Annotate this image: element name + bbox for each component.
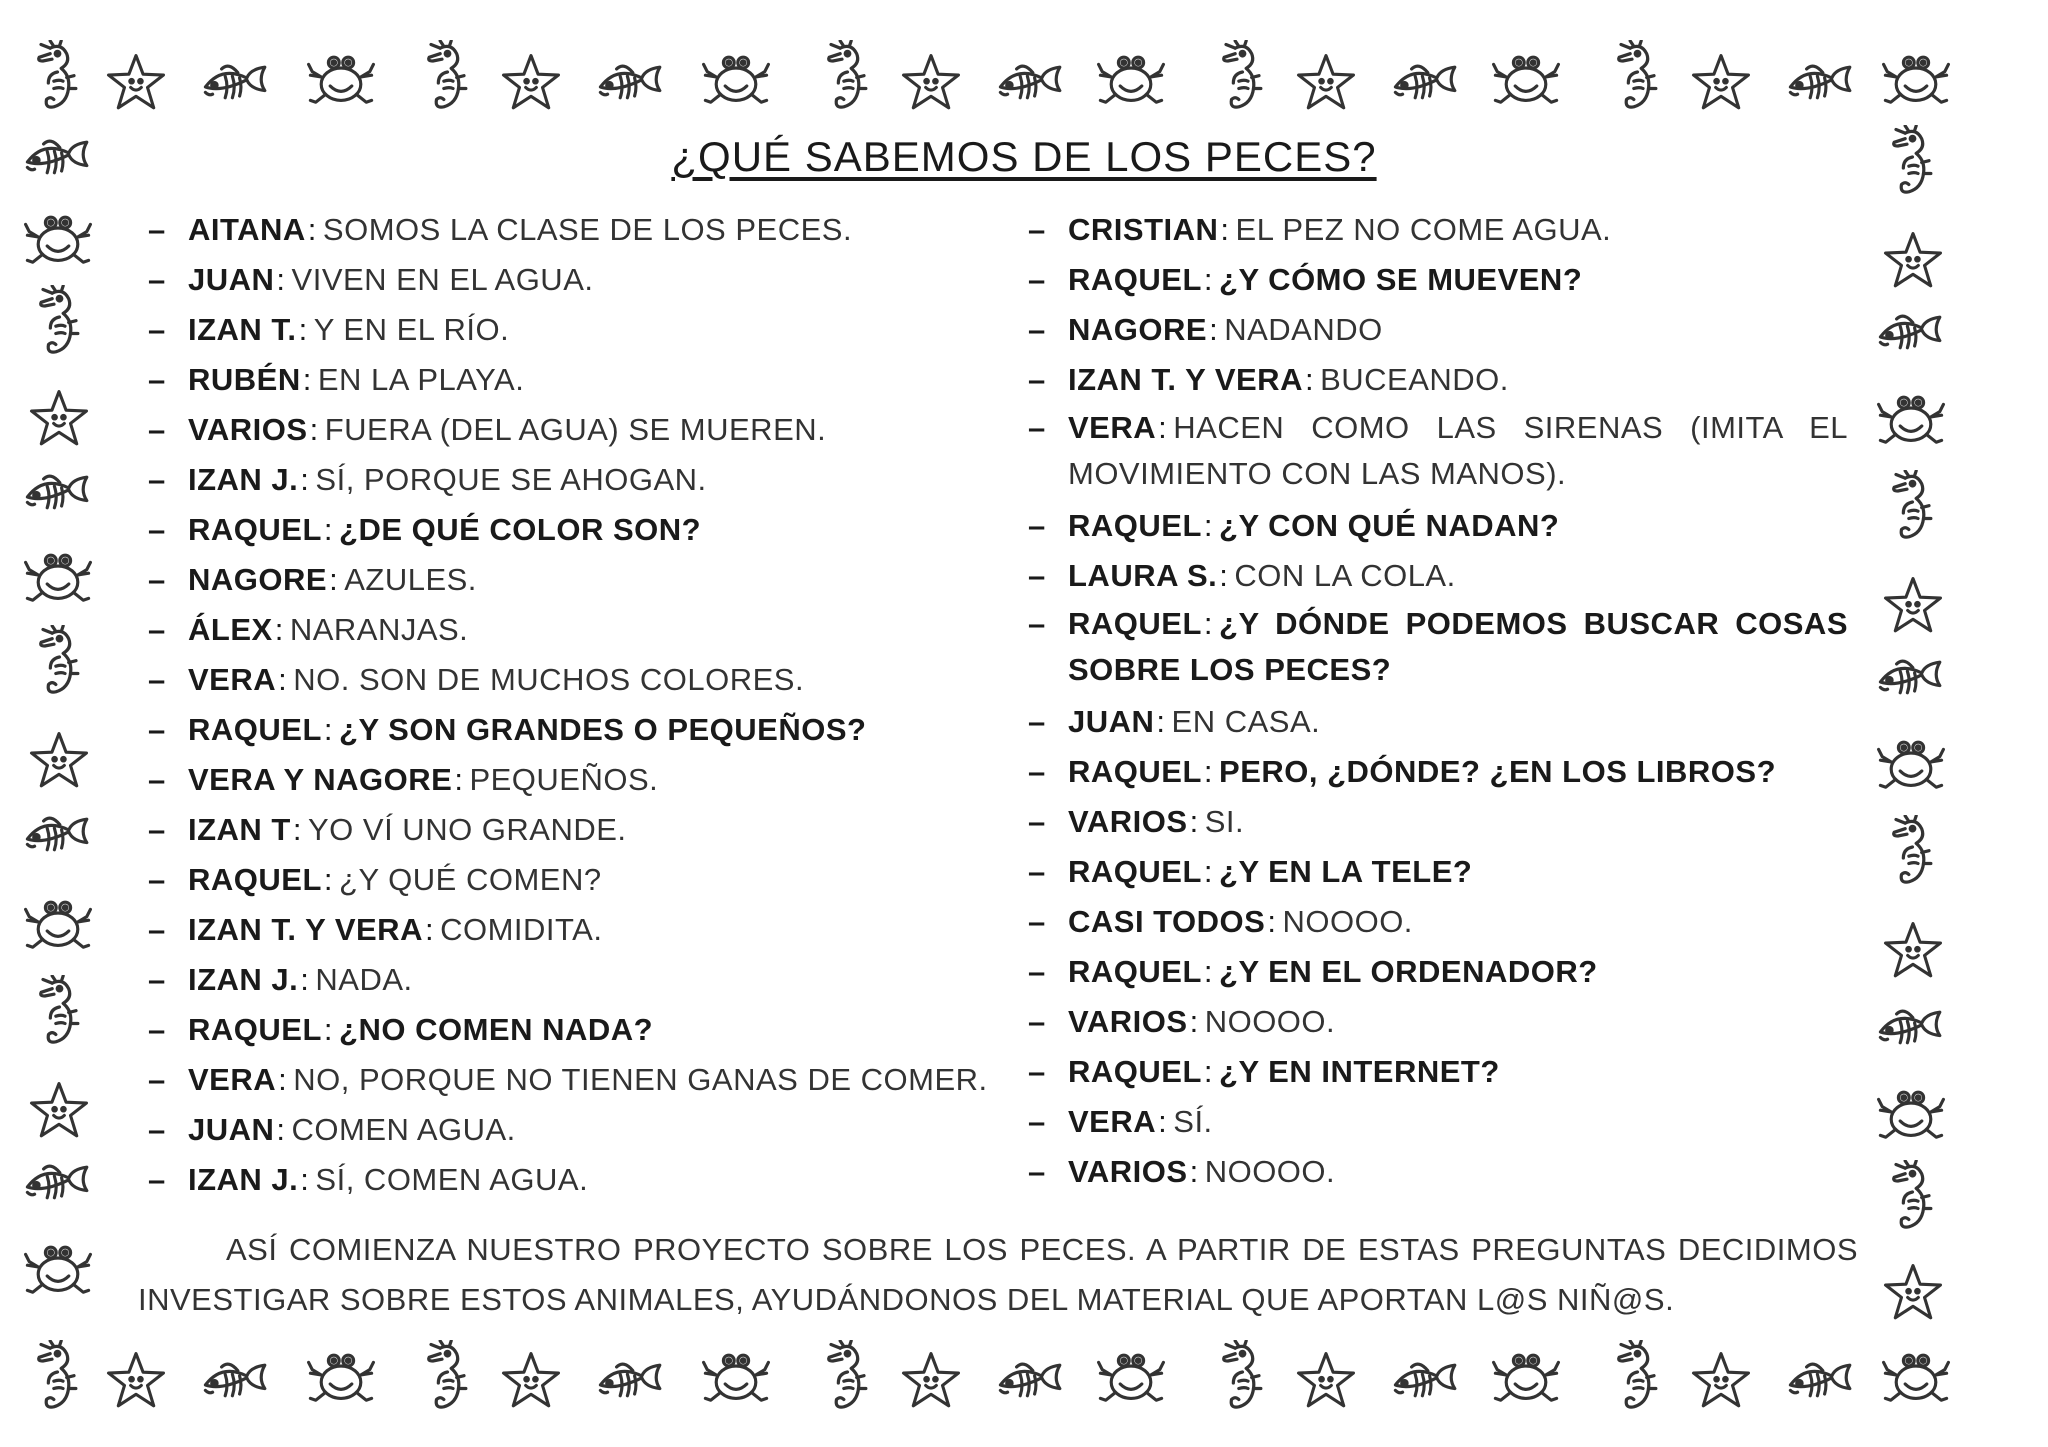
speaker-name: RAQUEL bbox=[188, 1012, 322, 1047]
speaker-name: VERA bbox=[188, 662, 277, 697]
speaker-name: IZAN T. bbox=[188, 312, 297, 347]
speaker-colon: : bbox=[309, 412, 319, 447]
dialogue-line bbox=[1028, 501, 1848, 551]
dialogue-text: NO, PORQUE NO TIENEN GANAS DE COMER. bbox=[293, 1062, 988, 1097]
dialogue-text: CON LA COLA. bbox=[1234, 558, 1456, 593]
dash-bullet: – bbox=[1028, 954, 1046, 989]
dialogue-line bbox=[1028, 747, 1848, 797]
dialogue-text: ¿Y DÓNDE PODEMOS BUSCAR COSAS SOBRE LOS PECES? bbox=[1068, 606, 1848, 687]
speaker-colon: : bbox=[1203, 954, 1214, 989]
dialogue-text: EL PEZ NO COME AGUA. bbox=[1235, 212, 1612, 247]
dash-bullet: – bbox=[1028, 262, 1046, 297]
dash-bullet: – bbox=[1028, 1004, 1046, 1039]
dialogue-line bbox=[148, 1105, 918, 1155]
dialogue-line bbox=[1028, 947, 1848, 997]
speaker-name: AITANA bbox=[188, 212, 306, 247]
dialogue-text: COMIDITA. bbox=[440, 912, 603, 947]
dialogue-line bbox=[1028, 551, 1848, 601]
dialogue-text: SÍ, COMEN AGUA. bbox=[315, 1162, 589, 1197]
speaker-name: IZAN J. bbox=[188, 1162, 299, 1197]
speaker-name: VERA bbox=[1068, 1104, 1157, 1139]
dash-bullet: – bbox=[1028, 1054, 1046, 1089]
dash-bullet: – bbox=[1028, 1154, 1046, 1189]
speaker-name: RAQUEL bbox=[1068, 262, 1202, 297]
dialogue-text: NADANDO bbox=[1224, 312, 1383, 347]
speaker-colon: : bbox=[300, 1162, 310, 1197]
dialogue-column-left bbox=[148, 205, 988, 1205]
dash-bullet: – bbox=[148, 862, 166, 897]
speaker-colon: : bbox=[1209, 312, 1219, 347]
dialogue-line bbox=[1028, 355, 1848, 405]
speaker-colon: : bbox=[1203, 854, 1214, 889]
dialogue-text: YO VÍ UNO GRANDE. bbox=[308, 812, 627, 847]
dash-bullet: – bbox=[148, 1062, 166, 1097]
dash-bullet: – bbox=[1028, 754, 1046, 789]
dialogue-line bbox=[148, 205, 918, 255]
speaker-colon: : bbox=[302, 362, 312, 397]
dash-bullet: – bbox=[148, 762, 166, 797]
dash-bullet: – bbox=[1028, 312, 1046, 347]
dialogue-text: HACEN COMO LAS SIRENAS (IMITA EL MOVIMIENTO CON LAS MANOS). bbox=[1068, 410, 1848, 491]
dialogue-text: SÍ, PORQUE SE AHOGAN. bbox=[315, 462, 707, 497]
dialogue-line bbox=[1028, 897, 1848, 947]
speaker-name: RAQUEL bbox=[1068, 754, 1202, 789]
speaker-name: VARIOS bbox=[1068, 1154, 1188, 1189]
dialogue-text: NARANJAS. bbox=[289, 612, 469, 647]
speaker-colon: : bbox=[300, 462, 310, 497]
dialogue-text: ¿Y SON GRANDES O PEQUEÑOS? bbox=[339, 712, 867, 747]
page-title: ¿QUÉ SABEMOS DE LOS PECES? bbox=[671, 133, 1377, 180]
speaker-name: IZAN T bbox=[188, 812, 291, 847]
dialogue-text: NADA. bbox=[315, 962, 413, 997]
dialogue-line bbox=[148, 405, 918, 455]
speaker-colon: : bbox=[276, 262, 286, 297]
speaker-name: JUAN bbox=[188, 262, 275, 297]
dialogue-line bbox=[148, 1155, 918, 1205]
speaker-name: JUAN bbox=[1068, 704, 1155, 739]
speaker-colon: : bbox=[298, 312, 308, 347]
dash-bullet: – bbox=[1028, 362, 1046, 397]
dialogue-line bbox=[148, 805, 918, 855]
dialogue-text: ¿Y EN EL ORDENADOR? bbox=[1219, 954, 1598, 989]
speaker-colon: : bbox=[323, 862, 334, 897]
dialogue-text: PEQUEÑOS. bbox=[469, 762, 659, 797]
dash-bullet: – bbox=[1028, 410, 1046, 445]
dialogue-line bbox=[148, 905, 918, 955]
dialogue-line bbox=[148, 655, 918, 705]
speaker-colon: : bbox=[1156, 704, 1166, 739]
dash-bullet: – bbox=[148, 1112, 166, 1147]
dialogue-line bbox=[148, 1005, 918, 1055]
speaker-name: VARIOS bbox=[1068, 1004, 1188, 1039]
dash-bullet: – bbox=[148, 1162, 166, 1197]
dialogue-line bbox=[148, 855, 918, 905]
speaker-colon: : bbox=[274, 612, 284, 647]
dash-bullet: – bbox=[1028, 804, 1046, 839]
dialogue-line bbox=[148, 605, 918, 655]
speaker-colon: : bbox=[292, 812, 302, 847]
speaker-colon: : bbox=[1189, 804, 1199, 839]
speaker-name: RAQUEL bbox=[1068, 1054, 1202, 1089]
speaker-name: IZAN T. Y VERA bbox=[188, 912, 423, 947]
dialogue-text: PERO, ¿DÓNDE? ¿EN LOS LIBROS? bbox=[1219, 754, 1777, 789]
speaker-colon: : bbox=[1220, 212, 1230, 247]
dialogue-text: NOOOO. bbox=[1282, 904, 1413, 939]
dialogue-line bbox=[1028, 1047, 1848, 1097]
speaker-colon: : bbox=[278, 662, 288, 697]
dash-bullet: – bbox=[1028, 854, 1046, 889]
speaker-name: CRISTIAN bbox=[1068, 212, 1219, 247]
speaker-colon: : bbox=[424, 912, 435, 947]
speaker-colon: : bbox=[1203, 754, 1214, 789]
dash-bullet: – bbox=[1028, 1104, 1046, 1139]
dash-bullet: – bbox=[148, 812, 166, 847]
dialogue-column-right bbox=[1028, 205, 1848, 1197]
dash-bullet: – bbox=[148, 712, 166, 747]
dash-bullet: – bbox=[148, 312, 166, 347]
dialogue-line bbox=[1028, 255, 1848, 305]
dialogue-text: ¿Y QUÉ COMEN? bbox=[339, 862, 602, 897]
dash-bullet: – bbox=[148, 262, 166, 297]
speaker-name: VERA bbox=[188, 1062, 277, 1097]
speaker-name: NAGORE bbox=[188, 562, 328, 597]
dialogue-text: BUCEANDO. bbox=[1320, 362, 1509, 397]
dash-bullet: – bbox=[148, 412, 166, 447]
dialogue-text: ¿Y CON QUÉ NADAN? bbox=[1219, 508, 1560, 543]
speaker-name: RAQUEL bbox=[1068, 954, 1202, 989]
dash-bullet: – bbox=[1028, 606, 1046, 641]
dash-bullet: – bbox=[148, 212, 166, 247]
speaker-name: IZAN J. bbox=[188, 462, 299, 497]
speaker-name: RUBÉN bbox=[188, 362, 301, 397]
dash-bullet: – bbox=[1028, 212, 1046, 247]
speaker-colon: : bbox=[1203, 508, 1214, 543]
dialogue-text: SI. bbox=[1204, 804, 1245, 839]
speaker-name: JUAN bbox=[188, 1112, 275, 1147]
speaker-colon: : bbox=[1203, 262, 1214, 297]
speaker-name: VERA Y NAGORE bbox=[188, 762, 453, 797]
dialogue-text: NOOOO. bbox=[1204, 1004, 1336, 1039]
speaker-colon: : bbox=[1189, 1004, 1199, 1039]
dialogue-text: ¿Y EN LA TELE? bbox=[1219, 854, 1473, 889]
dialogue-line bbox=[148, 755, 918, 805]
dialogue-line bbox=[148, 305, 918, 355]
speaker-name: CASI TODOS bbox=[1068, 904, 1266, 939]
speaker-name: LAURA S. bbox=[1068, 558, 1218, 593]
dialogue-text: NO. SON DE MUCHOS COLORES. bbox=[293, 662, 805, 697]
dialogue-line bbox=[148, 555, 918, 605]
dialogue-line bbox=[1028, 1147, 1848, 1197]
dash-bullet: – bbox=[148, 512, 166, 547]
dialogue-line bbox=[148, 1055, 988, 1105]
speaker-name: RAQUEL bbox=[188, 862, 322, 897]
speaker-colon: : bbox=[278, 1062, 288, 1097]
dash-bullet: – bbox=[148, 462, 166, 497]
speaker-colon: : bbox=[323, 712, 334, 747]
dash-bullet: – bbox=[1028, 558, 1046, 593]
speaker-colon: : bbox=[307, 212, 317, 247]
speaker-colon: : bbox=[1203, 606, 1214, 641]
speaker-name: RAQUEL bbox=[188, 512, 322, 547]
speaker-colon: : bbox=[323, 1012, 334, 1047]
dialogue-text: NOOOO. bbox=[1204, 1154, 1336, 1189]
speaker-name: RAQUEL bbox=[1068, 508, 1202, 543]
dialogue-line bbox=[1028, 697, 1848, 747]
speaker-colon: : bbox=[300, 962, 310, 997]
speaker-colon: : bbox=[1304, 362, 1315, 397]
speaker-colon: : bbox=[1267, 904, 1277, 939]
dialogue-line bbox=[148, 705, 918, 755]
dash-bullet: – bbox=[148, 662, 166, 697]
dialogue-line bbox=[1028, 305, 1848, 355]
dialogue-line bbox=[148, 455, 918, 505]
dialogue-text: ¿DE QUÉ COLOR SON? bbox=[339, 512, 702, 547]
dialogue-line bbox=[1028, 1097, 1848, 1147]
dialogue-text: SOMOS LA CLASE DE LOS PECES. bbox=[322, 212, 853, 247]
dash-bullet: – bbox=[148, 1012, 166, 1047]
dialogue-text: VIVEN EN EL AGUA. bbox=[291, 262, 594, 297]
dash-bullet: – bbox=[148, 912, 166, 947]
speaker-colon: : bbox=[1203, 1054, 1214, 1089]
dialogue-line bbox=[148, 355, 918, 405]
dialogue-line bbox=[1028, 205, 1848, 255]
dialogue-text: Y EN EL RÍO. bbox=[313, 312, 510, 347]
dialogue-text: EN CASA. bbox=[1171, 704, 1321, 739]
dash-bullet: – bbox=[148, 612, 166, 647]
speaker-name: RAQUEL bbox=[1068, 854, 1202, 889]
speaker-colon: : bbox=[1189, 1154, 1199, 1189]
dialogue-text: COMEN AGUA. bbox=[291, 1112, 516, 1147]
speaker-colon: : bbox=[323, 512, 334, 547]
dash-bullet: – bbox=[1028, 704, 1046, 739]
dash-bullet: – bbox=[148, 962, 166, 997]
speaker-name: RAQUEL bbox=[1068, 606, 1202, 641]
dialogue-line bbox=[1028, 847, 1848, 897]
dash-bullet: – bbox=[1028, 904, 1046, 939]
speaker-colon: : bbox=[1219, 558, 1229, 593]
dialogue-text: SÍ. bbox=[1173, 1104, 1213, 1139]
dialogue-line bbox=[148, 255, 918, 305]
dialogue-text: ¿Y CÓMO SE MUEVEN? bbox=[1219, 262, 1583, 297]
speaker-name: NAGORE bbox=[1068, 312, 1208, 347]
dialogue-text: AZULES. bbox=[344, 562, 477, 597]
dialogue-text: ¿Y EN INTERNET? bbox=[1219, 1054, 1500, 1089]
speaker-colon: : bbox=[454, 762, 464, 797]
dialogue-line bbox=[1028, 405, 1848, 497]
dialogue-text: EN LA PLAYA. bbox=[317, 362, 525, 397]
speaker-colon: : bbox=[1158, 1104, 1168, 1139]
dialogue-line bbox=[1028, 997, 1848, 1047]
dash-bullet: – bbox=[148, 362, 166, 397]
dash-bullet: – bbox=[148, 562, 166, 597]
dialogue-text: FUERA (DEL AGUA) SE MUEREN. bbox=[324, 412, 827, 447]
dialogue-line bbox=[1028, 601, 1848, 693]
speaker-name: VARIOS bbox=[1068, 804, 1188, 839]
speaker-name: IZAN J. bbox=[188, 962, 299, 997]
dialogue-text: ¿NO COMEN NADA? bbox=[339, 1012, 654, 1047]
closing-paragraph: ASÍ COMIENZA NUESTRO PROYECTO SOBRE LOS PECES. A PARTIR DE ESTAS PREGUNTAS DECIDIMOS INVESTIGAR SOBRE ESTOS ANIMALES, AYUDÁNDONOS DEL MATERIAL QUE APORTAN L@S NIÑ@S. bbox=[138, 1232, 1858, 1317]
speaker-name: RAQUEL bbox=[188, 712, 322, 747]
dash-bullet: – bbox=[1028, 508, 1046, 543]
speaker-colon: : bbox=[1158, 410, 1168, 445]
speaker-name: VERA bbox=[1068, 410, 1157, 445]
dialogue-line bbox=[148, 505, 918, 555]
speaker-colon: : bbox=[329, 562, 339, 597]
speaker-name: IZAN T. Y VERA bbox=[1068, 362, 1303, 397]
speaker-name: ÁLEX bbox=[188, 612, 273, 647]
dialogue-line bbox=[148, 955, 918, 1005]
speaker-colon: : bbox=[276, 1112, 286, 1147]
speaker-name: VARIOS bbox=[188, 412, 308, 447]
dialogue-line bbox=[1028, 797, 1848, 847]
